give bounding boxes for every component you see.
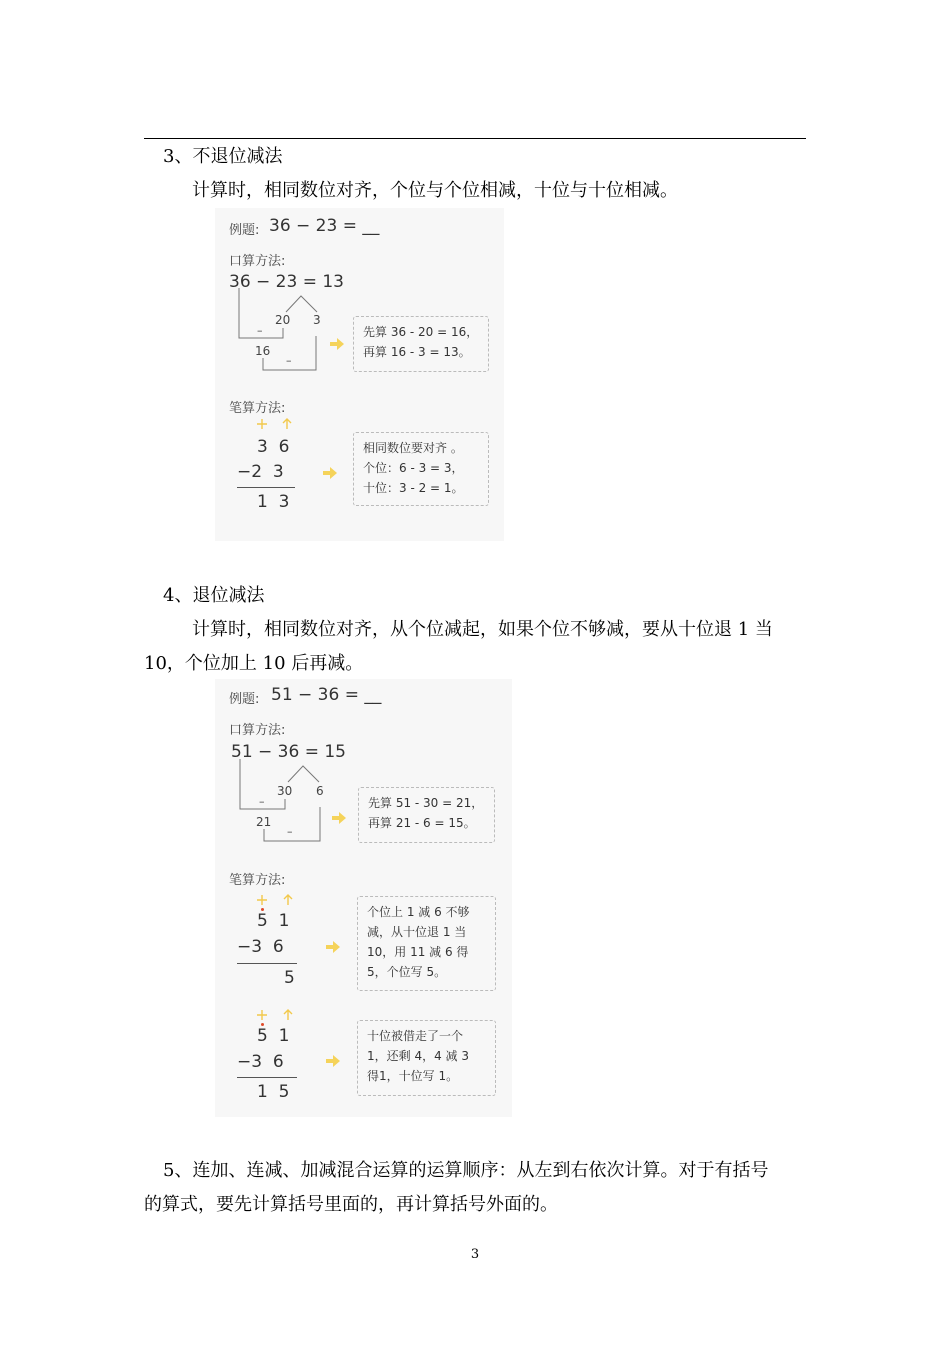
right-arrow-icon xyxy=(326,938,340,957)
split-tens: 20 xyxy=(275,313,291,327)
right-arrow-icon xyxy=(326,1052,340,1071)
result-line xyxy=(237,1077,297,1078)
intermediate-result: 16 xyxy=(255,344,271,358)
oral-expression: 36 − 23 = 13 xyxy=(229,272,344,292)
written-subtrahend: −2 3 xyxy=(237,462,284,482)
section5-line2: 的算式，要先计算括号里面的，再计算括号外面的。 xyxy=(144,1194,558,1215)
step1-result: 5 xyxy=(284,968,295,988)
written-method-label: 笔算方法: xyxy=(229,401,286,416)
oral-method-label: 口算方法: xyxy=(229,723,286,738)
page-number: 3 xyxy=(470,1247,480,1262)
right-arrow-icon xyxy=(332,809,346,828)
minus-mark: – xyxy=(286,354,292,367)
written-top-number: 3 6 xyxy=(257,437,290,457)
plus-up-arrow-icon xyxy=(257,416,297,435)
example-expression: 51 − 36 = __ xyxy=(271,685,382,705)
step2-hint: 十位被借走了一个 1，还剩 4，4 减 3 得1，十位写 1。 xyxy=(357,1020,496,1096)
figure-no-borrow xyxy=(215,208,504,541)
right-arrow-icon xyxy=(330,335,344,354)
step1-subtrahend: −3 6 xyxy=(237,937,284,957)
right-arrow-icon xyxy=(323,464,337,483)
step2-result: 1 5 xyxy=(257,1082,290,1102)
step1-top-number: 5 1 xyxy=(257,911,290,931)
written-result: 1 3 xyxy=(257,492,290,512)
oral-method-label: 口算方法: xyxy=(229,254,286,269)
split-ones: 6 xyxy=(316,784,324,798)
step1-hint: 个位上 1 减 6 不够 减，从十位退 1 当 10，用 11 减 6 得 5，个位写 5。 xyxy=(357,896,496,991)
oral-hint: 先算 36 - 20 = 16， 再算 16 - 3 = 13。 xyxy=(353,316,489,372)
minus-mark: – xyxy=(259,795,265,808)
example-label: 例题: xyxy=(229,223,260,238)
header-rule xyxy=(144,138,806,139)
section4-text-line1: 计算时，相同数位对齐，从个位减起，如果个位不够减，要从十位退 1 当 xyxy=(192,619,773,640)
minus-mark: – xyxy=(287,825,293,838)
oral-expression: 51 − 36 = 15 xyxy=(231,742,346,762)
section3-text: 计算时，相同数位对齐，个位与个位相减，十位与十位相减。 xyxy=(192,180,678,201)
example-expression: 36 − 23 = __ xyxy=(269,216,380,236)
minus-mark: – xyxy=(257,324,263,337)
figure-with-borrow xyxy=(215,679,512,1117)
result-line xyxy=(237,487,295,488)
step2-subtrahend: −3 6 xyxy=(237,1052,284,1072)
section5-line1: 5、连加、连减、加减混合运算的运算顺序：从左到右依次计算。对于有括号 xyxy=(163,1160,769,1181)
result-line xyxy=(237,963,297,964)
example-label: 例题: xyxy=(229,692,260,707)
written-method-label: 笔算方法: xyxy=(229,873,286,888)
oral-hint: 先算 51 - 30 = 21， 再算 21 - 6 = 15。 xyxy=(358,787,495,843)
split-tens: 30 xyxy=(277,784,293,798)
section4-text-line2: 10，个位加上 10 后再减。 xyxy=(144,653,364,674)
section3-heading: 3、不退位减法 xyxy=(163,146,283,167)
step2-top-number: 5 1 xyxy=(257,1026,290,1046)
section4-heading: 4、退位减法 xyxy=(163,585,265,606)
split-ones: 3 xyxy=(313,313,321,327)
intermediate-result: 21 xyxy=(256,815,272,829)
written-hint: 相同数位要对齐 。 个位：6 - 3 = 3， 十位：3 - 2 = 1。 xyxy=(353,432,489,506)
